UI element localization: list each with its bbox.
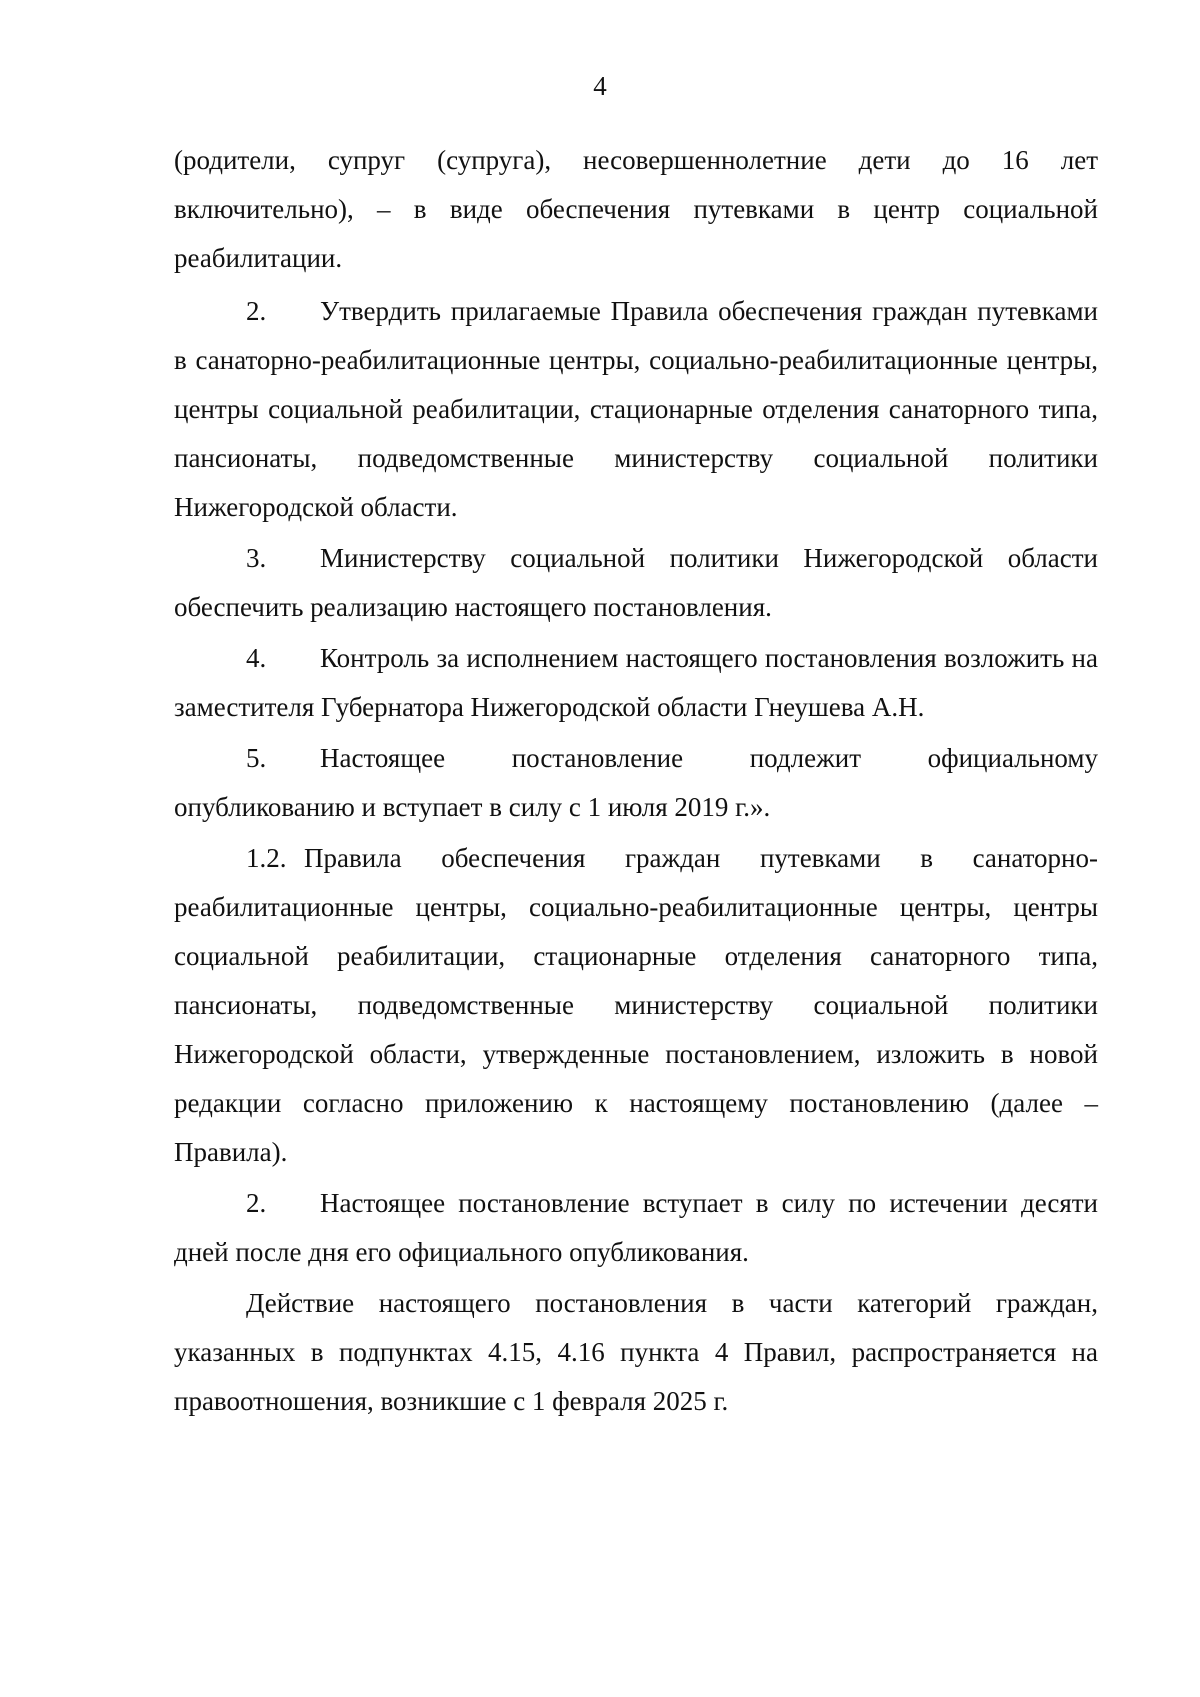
paragraph-text: (родители, супруг (супруга), несовершеннолетние дети до 16 лет включительно), – в виде обеспечения путевками в центр социальной реабилитации. xyxy=(174,145,1098,273)
paragraph-text: Настоящее постановление подлежит официальному опубликованию и вступает в силу с 1 июля 2019 г.». xyxy=(174,743,1098,822)
paragraph-item-2-final xyxy=(174,1179,1098,1277)
item-number: 5. xyxy=(246,743,267,773)
paragraph-effect-clause xyxy=(174,1279,1098,1426)
item-number: 2. xyxy=(246,1188,267,1218)
item-number: 2. xyxy=(246,296,267,326)
paragraph-continued xyxy=(174,136,1098,283)
page-number: 4 xyxy=(593,71,607,101)
item-number: 4. xyxy=(246,643,267,673)
paragraph-text: Министерству социальной политики Нижегородской области обеспечить реализацию настоящего постановления. xyxy=(174,543,1098,622)
document-body xyxy=(174,136,1098,1426)
item-number: 3. xyxy=(246,543,267,573)
paragraph-text: Правила обеспечения граждан путевками в санаторно-реабилитационные центры, социально-реабилитационные центры, центры социальной реабилитации, стационарные отделения санаторного типа, пансионаты, подведомственные министерству социальной политики Нижегородской области, утвержденные постановлением, изложить в новой редакции согласно приложению к настоящему постановлению (далее – Правила). xyxy=(174,843,1098,1167)
item-number: 1.2. xyxy=(246,843,287,873)
paragraph-text: Утвердить прилагаемые Правила обеспечения граждан путевками в санаторно-реабилитационные центры, социально-реабилитационные центры, центры социальной реабилитации, стационарные отделения санаторного типа, пансионаты, подведомственные министерству социальной политики Нижегородской области. xyxy=(174,296,1098,522)
paragraph-text: Контроль за исполнением настоящего постановления возложить на заместителя Губернатора Нижегородской области Гнеушева А.Н. xyxy=(174,643,1098,722)
paragraph-item-4 xyxy=(174,634,1098,732)
paragraph-item-3 xyxy=(174,534,1098,632)
paragraph-item-2 xyxy=(174,287,1098,532)
paragraph-item-5 xyxy=(174,734,1098,832)
paragraph-text: Настоящее постановление вступает в силу по истечении десяти дней после дня его официального опубликования. xyxy=(174,1188,1098,1267)
paragraph-text: Действие настоящего постановления в части категорий граждан, указанных в подпунктах 4.15, 4.16 пункта 4 Правил, распространяется на правоотношения, возникшие с 1 февраля 2025 г. xyxy=(174,1288,1098,1416)
paragraph-item-1-2 xyxy=(174,834,1098,1177)
